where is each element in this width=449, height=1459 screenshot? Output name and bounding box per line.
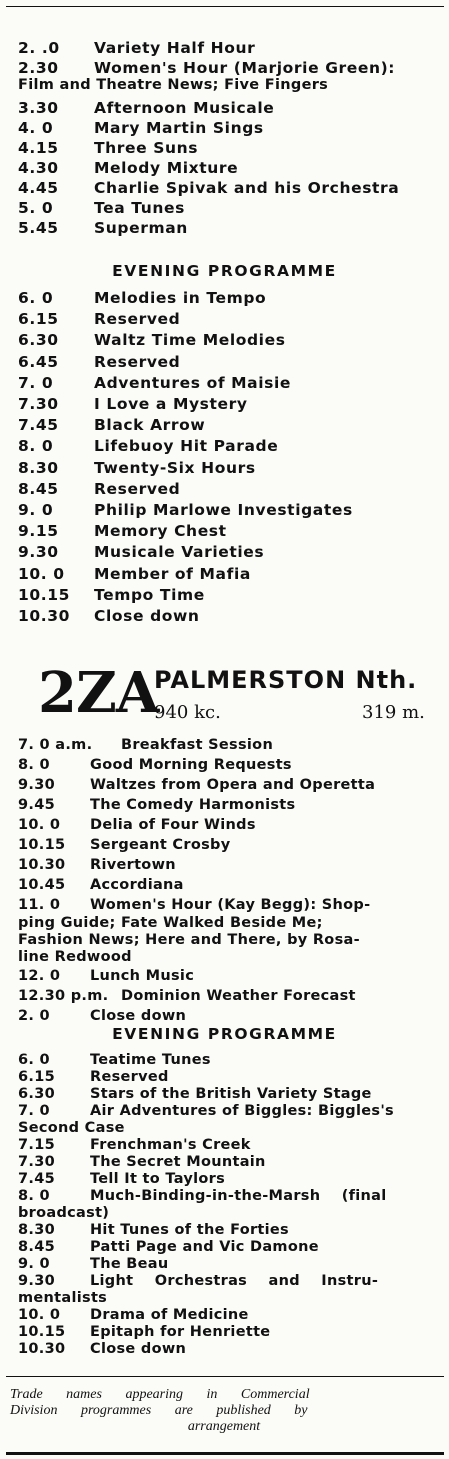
programme-time: 6. 0 (18, 1052, 50, 1068)
programme-title: The Beau (90, 1256, 169, 1272)
programme-title: Reserved (94, 352, 181, 371)
programme-time: 10.30 (18, 857, 66, 873)
programme-time: 4.45 (18, 179, 59, 197)
programme-time: 9.30 (18, 1273, 55, 1289)
programme-time: 7.30 (18, 395, 59, 413)
footnote-rule (6, 1376, 444, 1377)
programme-time: 7.45 (18, 416, 59, 435)
programme-time: 10. 0 (18, 817, 61, 833)
programme-title: Tea Tunes (94, 199, 185, 217)
programme-title: Drama of Medicine (90, 1307, 249, 1323)
programme-title: Waltzes from Opera and Operetta (90, 777, 376, 793)
programme-title: Superman (94, 219, 188, 237)
programme-title: Teatime Tunes (90, 1052, 211, 1068)
station-callsign: 2ZA (38, 660, 159, 726)
programme-time: 8. 0 (18, 437, 54, 456)
programme-title: Women's Hour (Marjorie Green): (94, 59, 396, 77)
programme-time: 10. 0 (18, 1307, 61, 1323)
programme-title: Member of Mafia (94, 564, 251, 583)
programme-title: Variety Half Hour (94, 39, 256, 57)
programme-time: 3.30 (18, 99, 59, 117)
programme-title-continued: broadcast) (18, 1205, 110, 1221)
programme-time: 6.45 (18, 352, 59, 371)
programme-title: Close down (90, 1341, 187, 1357)
programme-title: Black Arrow (94, 416, 206, 435)
programme-title: Waltz Time Melodies (94, 331, 286, 350)
programme-title: Three Suns (94, 139, 199, 157)
programme-time: 8.45 (18, 1239, 55, 1255)
programme-title: Philip Marlowe Investigates (94, 501, 353, 519)
programme-title: Tempo Time (94, 585, 205, 604)
programme-title: Frenchman's Creek (90, 1137, 251, 1153)
programme-time: 10.15 (18, 585, 71, 604)
programme-title: The Comedy Harmonists (90, 797, 296, 813)
programme-time: 9.30 (18, 777, 55, 793)
programme-title: Good Morning Requests (90, 757, 292, 773)
programme-time: 5.45 (18, 219, 59, 237)
programme-title: Hit Tunes of the Forties (90, 1222, 289, 1238)
programme-title-continued: Film and Theatre News; Five Fingers (18, 77, 329, 93)
programme-time: 8.30 (18, 458, 59, 477)
programme-title: Afternoon Musicale (94, 99, 275, 117)
programme-title: Patti Page and Vic Damone (90, 1239, 319, 1255)
programme-title: Mary Martin Sings (94, 119, 264, 137)
programme-time: 9. 0 (18, 501, 54, 519)
programme-time: 7. 0 (18, 1103, 50, 1119)
programme-time: 10. 0 (18, 564, 65, 583)
programme-time: 10.30 (18, 1341, 66, 1357)
footnote-line-2: Division programmes are published by (10, 1403, 308, 1418)
programme-title: Rivertown (90, 857, 176, 873)
programme-title: Air Adventures of Biggles: Biggles's (90, 1103, 394, 1119)
programme-time: 7.45 (18, 1171, 55, 1187)
programme-title-continued: ping Guide; Fate Walked Beside Me; (18, 915, 323, 931)
programme-time: 8. 0 (18, 1188, 50, 1204)
programme-time: 10.45 (18, 877, 66, 893)
programme-title: Memory Chest (94, 522, 227, 541)
programme-time: 11. 0 (18, 897, 61, 913)
programme-title: Dominion Weather Forecast (121, 988, 356, 1004)
programme-time: 9. 0 (18, 1256, 50, 1272)
programme-title-continued: Second Case (18, 1120, 125, 1136)
programme-time: 4.30 (18, 159, 59, 177)
programme-title: Twenty-Six Hours (94, 458, 256, 477)
programme-title: Tell It to Taylors (90, 1171, 226, 1187)
programme-time: 2.30 (18, 59, 59, 77)
station-wavelength: 319 m. (362, 702, 425, 723)
programme-time: 12. 0 (18, 968, 61, 984)
programme-time: 7. 0 a.m. (18, 737, 93, 753)
programme-title-continued: mentalists (18, 1290, 108, 1306)
programme-title: The Secret Mountain (90, 1154, 266, 1170)
programme-title: Melody Mixture (94, 159, 239, 177)
programme-title: Women's Hour (Kay Begg): Shop- (90, 897, 371, 913)
programme-time: 6.15 (18, 1069, 55, 1085)
programme-time: 7. 0 (18, 373, 54, 392)
programme-time: 4. 0 (18, 119, 54, 137)
station-frequency: 940 kc. (154, 702, 221, 723)
programme-time: 8. 0 (18, 757, 50, 773)
programme-title: Delia of Four Winds (90, 817, 256, 833)
programme-time: 10.15 (18, 1324, 66, 1340)
programme-title: Close down (94, 607, 200, 625)
programme-time: 8.45 (18, 479, 59, 498)
programme-title: Reserved (94, 479, 181, 498)
footnote-line-3: arrangement (187, 1419, 261, 1434)
programme-title: Adventures of Maisie (94, 373, 292, 392)
programme-title: Breakfast Session (121, 737, 274, 753)
programme-title-continued: Fashion News; Here and There, by Rosa- (18, 932, 360, 948)
programme-title: Sergeant Crosby (90, 837, 231, 853)
programme-time: 7.30 (18, 1154, 55, 1170)
programme-time: 6.15 (18, 310, 59, 329)
top-rule (6, 6, 444, 7)
station-name: PALMERSTON Nth. (154, 666, 418, 694)
programme-time: 7.15 (18, 1137, 55, 1153)
programme-title: Reserved (90, 1069, 169, 1085)
programme-title: Musicale Varieties (94, 543, 265, 562)
bottom-rule (6, 1452, 444, 1455)
programme-time: 4.15 (18, 139, 59, 157)
programme-time: 10.15 (18, 837, 66, 853)
programme-title-continued: line Redwood (18, 949, 132, 965)
programme-time: 6. 0 (18, 289, 54, 307)
evening-heading-2: EVENING PROGRAMME (112, 1025, 337, 1043)
programme-time: 9.45 (18, 797, 55, 813)
programme-title: Stars of the British Variety Stage (90, 1086, 372, 1102)
footnote-line-1: Trade names appearing in Commercial (10, 1387, 310, 1402)
programme-title: Accordiana (90, 877, 184, 893)
programme-title: Epitaph for Henriette (90, 1324, 271, 1340)
programme-title: I Love a Mystery (94, 395, 248, 413)
programme-title: Lunch Music (90, 968, 195, 984)
footnote (10, 1387, 438, 1435)
programme-time: 6.30 (18, 1086, 55, 1102)
programme-time: 2. .0 (18, 39, 60, 57)
programme-time: 9.15 (18, 522, 59, 541)
programme-time: 10.30 (18, 607, 71, 625)
programme-title: Close down (90, 1008, 187, 1024)
evening-heading-1: EVENING PROGRAMME (112, 262, 337, 280)
programme-title: Lifebuoy Hit Parade (94, 437, 279, 456)
programme-title: Melodies in Tempo (94, 289, 267, 307)
programme-time: 2. 0 (18, 1008, 50, 1024)
programme-time: 5. 0 (18, 199, 54, 217)
programme-title: Reserved (94, 310, 181, 329)
programme-title: Much-Binding-in-the-Marsh (final (90, 1188, 387, 1204)
programme-title: Light Orchestras and Instru- (90, 1273, 379, 1289)
programme-time: 12.30 p.m. (18, 988, 109, 1004)
programme-title: Charlie Spivak and his Orchestra (94, 179, 400, 197)
programme-time: 8.30 (18, 1222, 55, 1238)
programme-time: 9.30 (18, 543, 59, 562)
programme-time: 6.30 (18, 331, 59, 350)
